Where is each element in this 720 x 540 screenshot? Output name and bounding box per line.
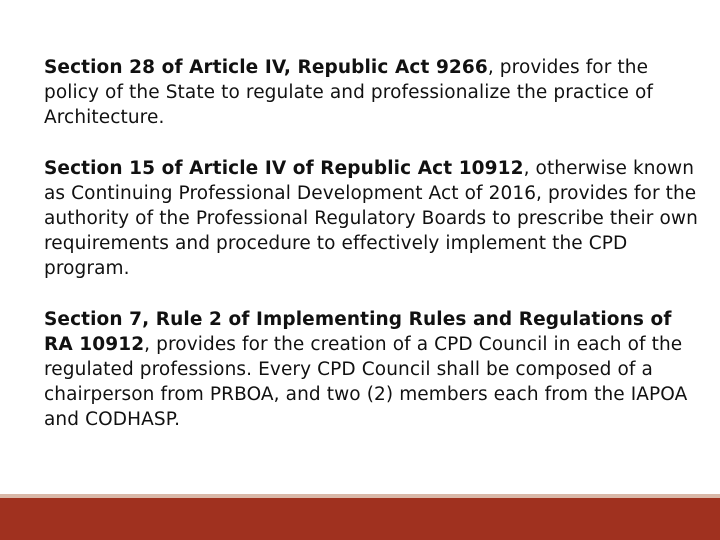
- paragraph-ra-9266: [44, 55, 704, 130]
- paragraph-ra-10912-reference: Section 15 of Article IV of Republic Act 10912: [44, 158, 524, 179]
- paragraph-ra-10912: [44, 156, 704, 281]
- paragraph-irr-ra-10912-text: , provides for the creation of a CPD Council in each of the regulated professions. Every CPD Council shall be composed of a chairperson from PRBOA, and two (2) members each from the IAPOA and CODHASP.: [44, 334, 688, 430]
- paragraph-ra-9266-text: , provides for the policy of the State to regulate and professionalize the practice of Architecture.: [44, 57, 653, 128]
- paragraph-irr-ra-10912-reference: Section 7, Rule 2 of Implementing Rules and Regulations of RA 10912: [44, 309, 672, 355]
- footer-bar: [0, 498, 720, 540]
- paragraph-ra-9266-reference: Section 28 of Article IV, Republic Act 9266: [44, 57, 488, 78]
- slide-content: [44, 55, 704, 458]
- paragraph-irr-ra-10912: [44, 307, 704, 432]
- paragraph-ra-10912-text: , otherwise known as Continuing Professional Development Act of 2016, provides for the authority of the Professional Regulatory Boards to prescribe their own requirements and procedure to effectively implement the CPD program.: [44, 158, 698, 279]
